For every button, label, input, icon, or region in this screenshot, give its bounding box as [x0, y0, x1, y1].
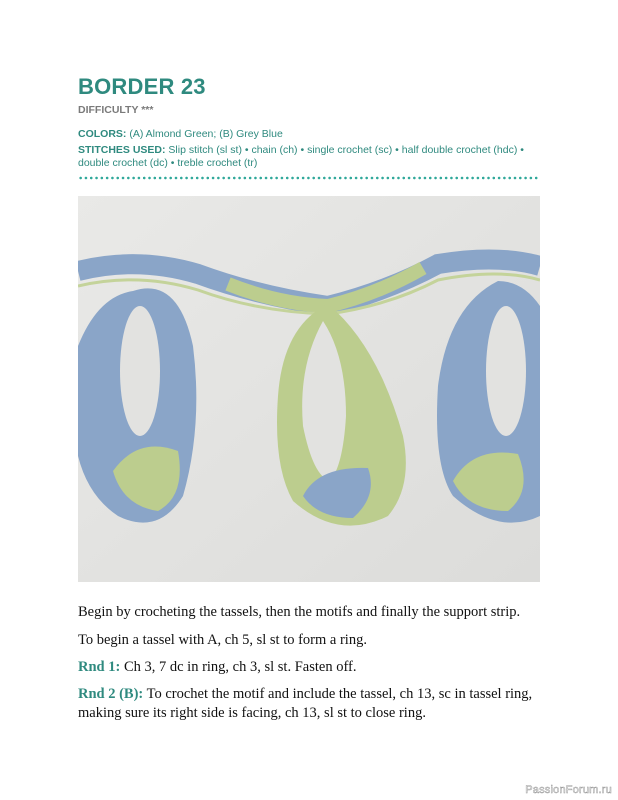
colors-value: (A) Almond Green; (B) Grey Blue — [126, 128, 283, 140]
watermark: PassionForum.ru — [525, 784, 612, 796]
dotted-divider — [78, 176, 540, 180]
colors-label: COLORS: — [78, 128, 127, 140]
round-1-label: Rnd 1: — [78, 659, 121, 675]
motif-left — [78, 288, 196, 522]
stitches-value: Slip stitch (sl st) • chain (ch) • single crochet (sc) • half double crochet (hdc) • double crochet (dc) • treble crochet (tr) — [78, 144, 524, 169]
round-2-label: Rnd 2 (B): — [78, 686, 144, 702]
round-1-text: Ch 3, 7 dc in ring, ch 3, sl st. Fasten off. — [120, 659, 357, 675]
instruction-round-1 — [78, 658, 548, 677]
instruction-tassel: To begin a tassel with A, ch 5, sl st to form a ring. — [78, 632, 367, 648]
instruction-round-2 — [78, 685, 548, 723]
instruction-intro: Begin by crocheting the tassels, then the motifs and finally the support strip. — [78, 604, 521, 620]
crochet-border-photo — [78, 196, 540, 582]
stitches-label: STITCHES USED: — [78, 144, 166, 156]
colors-line — [78, 128, 548, 141]
pattern-title: BORDER 23 — [78, 74, 206, 99]
round-2-text: To crochet the motif and include the tassel, ch 13, sc in tassel ring, making sure its right side is facing, ch 13, sl st to close ring. — [78, 686, 533, 721]
stitches-line — [78, 144, 548, 170]
difficulty-rating: DIFFICULTY *** — [78, 104, 154, 116]
